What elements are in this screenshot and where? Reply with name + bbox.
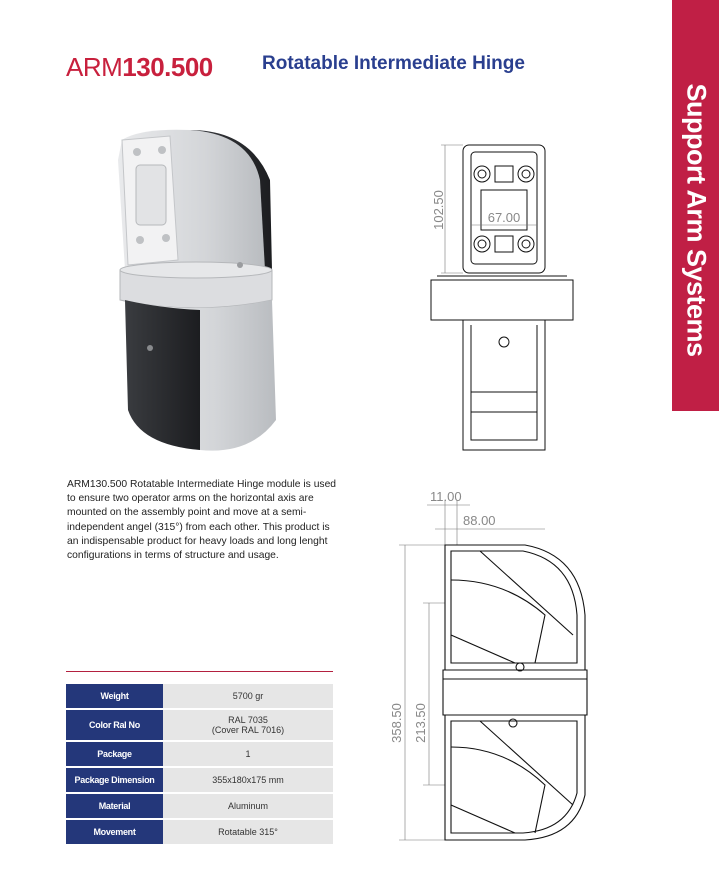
top-view-drawing <box>415 140 585 460</box>
product-photo <box>100 120 300 460</box>
spec-label: Movement <box>66 820 163 844</box>
model-prefix: ARM <box>66 52 123 82</box>
spec-label: Package Dimension <box>66 768 163 792</box>
dim-total-height-label: 358.50 <box>389 703 404 743</box>
spec-value: 5700 gr <box>163 684 333 708</box>
dim-lower-height-label: 213.50 <box>413 703 428 743</box>
spec-value: Aluminum <box>163 794 333 818</box>
table-row <box>66 768 333 792</box>
spec-label: Color Ral No <box>66 710 163 740</box>
dim-height-label: 102.50 <box>431 190 446 230</box>
table-row <box>66 794 333 818</box>
model-number: 130.500 <box>122 52 213 82</box>
table-row <box>66 710 333 740</box>
spec-label: Weight <box>66 684 163 708</box>
spec-value: Rotatable 315° <box>163 820 333 844</box>
product-model <box>66 52 213 83</box>
spec-label: Material <box>66 794 163 818</box>
spec-value-line1: RAL 7035 <box>228 715 268 725</box>
category-side-tab <box>672 0 719 411</box>
specs-table <box>66 682 333 846</box>
side-view-drawing <box>385 485 600 845</box>
spec-value: 1 <box>163 742 333 766</box>
table-row <box>66 684 333 708</box>
category-label: Support Arm Systems <box>681 83 711 357</box>
table-row <box>66 742 333 766</box>
product-title: Rotatable Intermediate Hinge <box>262 53 525 74</box>
product-description: ARM130.500 Rotatable Intermediate Hinge module is used to ensure two operator arms on the horizontal axis are mounted on the assembly point and move at a semi-independent angel (315°) from each other. This product is an indispensable product for heavy loads and long lenght configurations in terms of structure and usage. <box>67 479 337 562</box>
dim-depth-label: 88.00 <box>463 513 496 528</box>
dim-width-label: 67.00 <box>487 210 521 225</box>
spec-value <box>163 710 333 740</box>
spec-value-line2: (Cover RAL 7016) <box>211 725 285 735</box>
spec-value: 355x180x175 mm <box>163 768 333 792</box>
section-divider <box>66 671 333 672</box>
spec-label: Package <box>66 742 163 766</box>
dim-offset-label: 11.00 <box>430 489 462 504</box>
table-row <box>66 820 333 844</box>
